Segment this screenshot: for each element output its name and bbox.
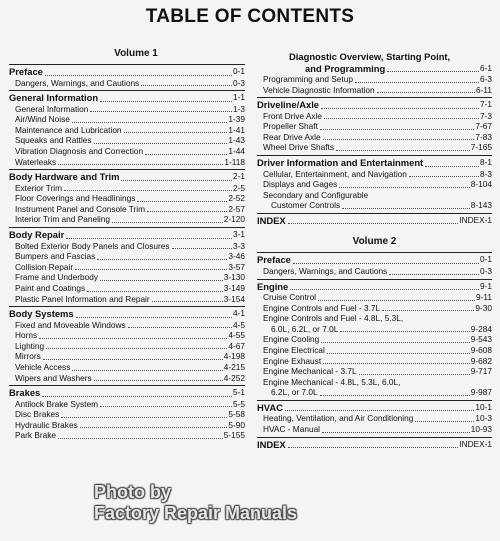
- toc-entry[interactable]: [9, 251, 245, 262]
- entry-page: 7-3: [480, 110, 492, 121]
- entry-page: 2-120: [223, 214, 245, 225]
- section-title: Body Systems: [9, 308, 74, 320]
- entry-page: 9-717: [470, 366, 492, 377]
- section-heading-row[interactable]: [257, 254, 492, 266]
- toc-section: [257, 437, 492, 451]
- section-heading-row[interactable]: [257, 63, 492, 75]
- section-heading-row[interactable]: [9, 308, 245, 320]
- toc-section: [257, 279, 492, 398]
- section-page: 4-1: [233, 308, 245, 319]
- section-title: General Information: [9, 92, 99, 104]
- toc-entry[interactable]: [257, 377, 492, 388]
- entry-label: Engine Mechanical - 4.8L, 5.3L, 6.0L,: [263, 376, 401, 387]
- entry-label: Interior Trim and Paneling: [15, 214, 111, 225]
- index-row[interactable]: [257, 215, 492, 227]
- section-page: 0-1: [480, 254, 492, 265]
- entry-label: Programming and Setup: [263, 74, 353, 84]
- toc-entry[interactable]: [257, 190, 492, 201]
- entry-label: 6.2L, or 7.0L: [271, 387, 318, 398]
- toc-entry[interactable]: [9, 193, 245, 204]
- entry-label: Heating, Ventilation, and Air Conditioning: [263, 413, 414, 424]
- toc-entry[interactable]: [257, 121, 492, 132]
- entry-page: 4-5: [233, 319, 245, 330]
- toc-entry[interactable]: [257, 303, 492, 314]
- entry-label: Front Drive Axle: [263, 110, 323, 121]
- entry-label: Propeller Shaft: [263, 121, 318, 132]
- section-title: and Programming: [305, 62, 386, 74]
- toc-section: [257, 252, 492, 276]
- toc-entry[interactable]: [257, 313, 492, 324]
- volume-2-heading: Volume 2: [352, 236, 397, 248]
- section-page: 8-1: [480, 157, 492, 168]
- entry-page: 9-608: [470, 345, 492, 355]
- entry-label: Displays and Gages: [263, 179, 338, 190]
- toc-entry[interactable]: [257, 424, 492, 435]
- section-title: HVAC: [257, 401, 283, 413]
- section-heading-row[interactable]: [9, 171, 245, 183]
- entry-page: 5-5: [233, 398, 245, 409]
- entry-page: 3-57: [228, 261, 245, 272]
- section-page: 9-1: [480, 280, 492, 291]
- entry-page: 9-11: [476, 292, 492, 303]
- entry-page: 9-30: [475, 302, 492, 313]
- toc-entry[interactable]: [257, 74, 492, 85]
- section-page: 10-1: [475, 401, 492, 412]
- toc-section: [257, 213, 492, 227]
- entry-page: 4-215: [223, 361, 245, 372]
- entry-label: Vehicle Diagnostic Information: [263, 84, 375, 95]
- entry-page: 4-67: [228, 340, 245, 351]
- page-title: TABLE OF CONTENTS: [145, 6, 355, 27]
- entry-page: 10-93: [470, 424, 492, 435]
- entry-label: HVAC - Manual: [263, 424, 321, 435]
- section-title: Brakes: [9, 387, 41, 399]
- entry-label: Bolted Exterior Body Panels and Closures: [15, 240, 170, 251]
- entry-label: Engine Mechanical - 3.7L: [263, 366, 357, 377]
- entry-page: 0-3: [233, 77, 245, 88]
- toc-entry[interactable]: [9, 362, 245, 373]
- section-heading-line1[interactable]: [257, 51, 492, 63]
- section-title: INDEX: [257, 438, 286, 450]
- entry-label: Bumpers and Fascias: [15, 251, 96, 262]
- entry-page: 6-3: [480, 74, 492, 84]
- section-page: 7-1: [480, 99, 492, 110]
- section-title: INDEX: [257, 214, 286, 226]
- entry-page: 6-11: [476, 84, 492, 95]
- entry-label: Wheel Drive Shafts: [263, 142, 335, 153]
- toc-entry[interactable]: [257, 413, 492, 424]
- section-heading-row[interactable]: [9, 92, 245, 104]
- section-page: 2-1: [233, 171, 245, 182]
- toc-section: [257, 155, 492, 211]
- entry-label: Exterior Trim: [15, 182, 63, 193]
- toc-entry[interactable]: [257, 200, 492, 211]
- entry-label: Cellular, Entertainment, and Navigation: [263, 168, 407, 179]
- toc-entry[interactable]: [9, 183, 245, 194]
- entry-page: 3-149: [223, 282, 245, 293]
- entry-page: 5-90: [228, 419, 245, 430]
- entry-label: Engine Cooling: [263, 334, 320, 345]
- toc-entry[interactable]: [257, 387, 492, 398]
- entry-label: Collision Repair: [15, 261, 74, 272]
- toc-entry[interactable]: [257, 334, 492, 345]
- section-page: INDEX-1: [459, 438, 492, 449]
- entry-page: 3-154: [223, 293, 245, 304]
- toc-entry[interactable]: [9, 241, 245, 252]
- section-page: 3-1: [233, 229, 245, 240]
- toc-entry[interactable]: [9, 330, 245, 341]
- toc-entry[interactable]: [9, 214, 245, 225]
- entry-page: 4-198: [223, 351, 245, 362]
- section-title: Diagnostic Overview, Starting Point,: [289, 51, 451, 62]
- toc-entry[interactable]: [9, 399, 245, 410]
- toc-entry[interactable]: [9, 135, 245, 146]
- index-row[interactable]: [257, 439, 492, 451]
- section-title: Engine: [257, 280, 289, 292]
- entry-page: 1-3: [233, 103, 245, 114]
- toc-section: [9, 306, 245, 383]
- toc-entry[interactable]: [9, 409, 245, 420]
- entry-label: Vehicle Access: [15, 361, 71, 372]
- entry-page: 4-252: [223, 372, 245, 383]
- toc-entry[interactable]: [9, 104, 245, 115]
- toc-entry[interactable]: [257, 366, 492, 377]
- toc-entry[interactable]: [257, 142, 492, 153]
- section-heading-row[interactable]: [257, 99, 492, 111]
- entry-label: Paint and Coatings: [15, 282, 86, 293]
- volume-1-heading: Volume 1: [114, 48, 158, 59]
- toc-entry[interactable]: [257, 292, 492, 303]
- section-heading-row[interactable]: [9, 66, 245, 78]
- entry-page: 1-118: [224, 156, 245, 167]
- section-title: Body Repair: [9, 229, 65, 241]
- toc-entry[interactable]: [9, 262, 245, 273]
- entry-label: Engine Exhaust: [263, 355, 322, 366]
- entry-label: Secondary and Configurable: [263, 189, 369, 200]
- toc-section: [9, 385, 245, 441]
- entry-page: 9-543: [470, 334, 492, 345]
- entry-page: 5-58: [228, 409, 245, 420]
- entry-page: 9-987: [470, 387, 492, 398]
- section-heading-row[interactable]: [257, 281, 492, 293]
- entry-label: Frame and Underbody: [15, 272, 99, 283]
- entry-page: 8-143: [470, 200, 492, 211]
- entry-page: 1-39: [228, 114, 245, 125]
- entry-page: 1-41: [228, 124, 245, 135]
- entry-page: 0-3: [480, 265, 492, 276]
- section-heading-row[interactable]: [257, 157, 492, 169]
- toc-entry[interactable]: [9, 272, 245, 283]
- toc-entry[interactable]: [9, 341, 245, 352]
- toc-entry[interactable]: [9, 283, 245, 294]
- entry-page: 7-67: [475, 121, 492, 132]
- section-title: Preface: [257, 254, 291, 266]
- entry-page: 2-5: [233, 182, 245, 193]
- entry-page: 9-284: [470, 323, 492, 334]
- entry-label: Hydraulic Brakes: [15, 419, 78, 430]
- toc-entry[interactable]: [257, 111, 492, 122]
- toc-section: [257, 400, 492, 435]
- entry-label: Engine Electrical: [263, 345, 325, 355]
- entry-label: Floor Coverings and Headlinings: [15, 193, 136, 204]
- toc-entry[interactable]: [257, 179, 492, 190]
- photo-watermark: [94, 482, 297, 524]
- entry-page: 3-3: [233, 240, 245, 251]
- entry-label: Engine Controls and Fuel - 4.8L, 5.3L,: [263, 313, 404, 324]
- entry-page: 4-55: [228, 330, 245, 341]
- section-title: Driver Information and Entertainment: [257, 157, 424, 169]
- section-page: 5-1: [233, 387, 245, 398]
- entry-label: Air/Wind Noise: [15, 114, 70, 125]
- toc-section: [257, 97, 492, 153]
- toc-section: [9, 64, 245, 88]
- toc-entry[interactable]: [9, 157, 245, 168]
- entry-label: 6.0L, 6.2L, or 7.0L: [271, 323, 339, 334]
- toc-entry[interactable]: [9, 146, 245, 157]
- entry-page: 3-130: [223, 272, 245, 283]
- entry-page: 2-52: [228, 193, 245, 204]
- toc-entry[interactable]: [9, 373, 245, 384]
- entry-label: Maintenance and Lubrication: [15, 124, 122, 135]
- section-title: Preface: [9, 66, 43, 77]
- entry-page: 2-57: [228, 203, 245, 214]
- entry-label: Vibration Diagnosis and Correction: [15, 145, 144, 156]
- entry-label: Wipers and Washers: [15, 372, 92, 383]
- section-title: Driveline/Axle: [257, 99, 320, 111]
- toc-section: [257, 50, 492, 95]
- entry-label: Plastic Panel Information and Repair: [15, 293, 150, 304]
- entry-page: 1-43: [228, 135, 245, 146]
- entry-page: 5-155: [223, 430, 245, 441]
- toc-entry[interactable]: [9, 78, 245, 89]
- entry-page: 7-83: [475, 131, 492, 142]
- entry-label: Dangers, Warnings, and Cautions: [15, 77, 140, 88]
- volume-1-left-column: [9, 48, 245, 443]
- section-page: 0-1: [233, 66, 245, 76]
- entry-page: 9-682: [470, 355, 492, 366]
- entry-label: Cruise Control: [263, 292, 317, 303]
- section-heading-row[interactable]: [9, 229, 245, 241]
- section-page: INDEX-1: [459, 214, 492, 225]
- entry-label: Instrument Panel and Console Trim: [15, 203, 146, 214]
- watermark-line-1: Photo by: [94, 482, 171, 502]
- entry-page: 8-3: [480, 168, 492, 179]
- toc-entry[interactable]: [9, 125, 245, 136]
- toc-entry[interactable]: [257, 85, 492, 96]
- toc-entry[interactable]: [257, 132, 492, 143]
- section-heading-row[interactable]: [257, 402, 492, 414]
- entry-label: Fixed and Moveable Windows: [15, 319, 126, 330]
- toc-entry[interactable]: [9, 351, 245, 362]
- toc-entry[interactable]: [9, 294, 245, 305]
- section-heading-row[interactable]: [9, 387, 245, 399]
- section-title: Body Hardware and Trim: [9, 171, 120, 183]
- toc-entry[interactable]: [257, 345, 492, 356]
- entry-label: Engine Controls and Fuel - 3.7L: [263, 302, 381, 313]
- entry-label: Park Brake: [15, 430, 57, 441]
- toc-entry[interactable]: [9, 430, 245, 441]
- entry-page: 8-104: [470, 179, 492, 190]
- entry-label: Waterleaks: [15, 156, 57, 167]
- entry-label: Squeaks and Rattles: [15, 135, 92, 146]
- entry-label: Horns: [15, 330, 38, 341]
- section-page: 6-1: [480, 62, 492, 73]
- entry-label: Customer Controls: [271, 200, 341, 211]
- watermark-line-2: Factory Repair Manuals: [94, 503, 298, 523]
- toc-entry[interactable]: [9, 204, 245, 215]
- entry-label: Lighting: [15, 340, 45, 351]
- right-column: [257, 50, 492, 452]
- entry-label: Mirrors: [15, 351, 41, 362]
- entry-label: Disc Brakes: [15, 409, 60, 420]
- entry-page: 7-165: [470, 142, 492, 153]
- entry-page: 1-44: [228, 145, 245, 156]
- toc-entry[interactable]: [257, 324, 492, 335]
- entry-page: 3-46: [228, 251, 245, 262]
- toc-entry[interactable]: [9, 320, 245, 331]
- toc-section: [9, 227, 245, 304]
- toc-entry[interactable]: [257, 266, 492, 277]
- section-page: 1-1: [233, 92, 245, 103]
- toc-section: [9, 169, 245, 225]
- entry-page: 10-3: [475, 413, 492, 424]
- toc-entry[interactable]: [257, 356, 492, 367]
- toc-entry[interactable]: [9, 420, 245, 431]
- entry-label: Rear Drive Axle: [263, 131, 321, 142]
- entry-label: General Information: [15, 103, 89, 114]
- toc-entry[interactable]: [257, 169, 492, 180]
- toc-section: [9, 90, 245, 167]
- toc-entry[interactable]: [9, 114, 245, 125]
- entry-label: Dangers, Warnings, and Cautions: [263, 265, 388, 276]
- entry-label: Antilock Brake System: [15, 398, 98, 409]
